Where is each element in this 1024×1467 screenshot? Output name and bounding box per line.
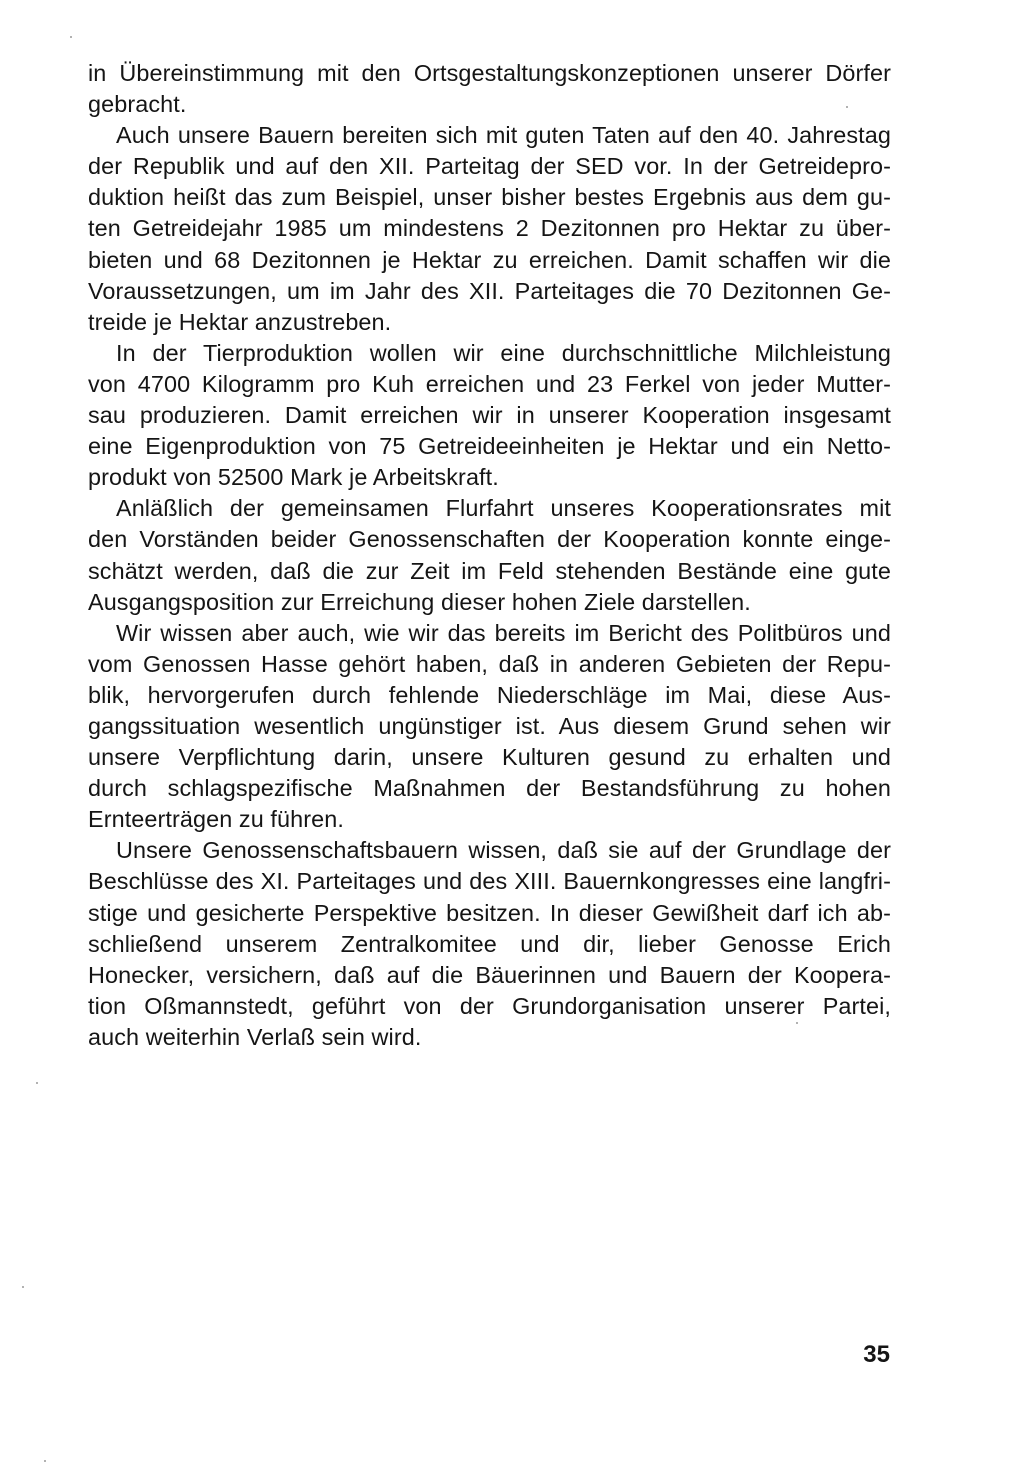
text-line: gangssituation wesentlich ungünstiger ist. Aus diesem Grund sehen wir [88,712,891,739]
scan-speck [70,36,72,38]
text-line: den Vorständen beider Genossenschaften der Kooperation konnte einge- [88,526,891,553]
text-line: Anläßlich der gemeinsamen Flurfahrt unseres Kooperationsrates mit [116,495,891,522]
text-line: produkt von 52500 Mark je Arbeitskraft. [88,464,499,491]
text-line: In der Tierproduktion wollen wir eine durchschnittliche Milchleistung [116,339,891,366]
body-text [88,58,891,1053]
text-line: stige und gesicherte Perspektive besitzen. In dieser Gewißheit darf ich ab- [88,899,891,926]
text-line: ten Getreidejahr 1985 um mindestens 2 Dezitonnen pro Hektar zu über- [88,215,891,242]
text-line: sau produzieren. Damit erreichen wir in unserer Kooperation insgesamt [88,402,891,429]
text-line: Ernteerträgen zu führen. [88,806,344,833]
text-line: Unsere Genossenschaftsbauern wissen, daß sie auf der Grundlage der [116,837,891,864]
scan-speck [22,1286,24,1288]
text-line: schließend unserem Zentralkomitee und dir, lieber Genosse Erich [88,930,891,957]
text-line: Beschlüsse des XI. Parteitages und des XIII. Bauernkongresses eine langfri- [88,868,891,895]
text-line: von 4700 Kilogramm pro Kuh erreichen und 23 Ferkel von jeder Mutter- [88,370,891,397]
text-line: eine Eigenproduktion von 75 Getreideeinheiten je Hektar und ein Netto- [88,433,891,460]
text-line: Honecker, versichern, daß auf die Bäuerinnen und Bauern der Koopera- [88,961,891,988]
text-line: gebracht. [88,91,187,118]
text-line: treide je Hektar anzustreben. [88,308,392,335]
scan-speck [846,106,848,108]
text-line: schätzt werden, daß die zur Zeit im Feld stehenden Bestände eine gute [88,557,891,584]
scan-speck [796,1022,798,1024]
text-line: vom Genossen Hasse gehört haben, daß in anderen Gebieten der Repu- [88,650,891,677]
text-line: in Übereinstimmung mit den Ortsgestaltungskonzeptionen unserer Dörfer [88,60,891,86]
text-line: durch schlagspezifische Maßnahmen der Bestandsführung zu hohen [88,775,891,802]
text-line: Auch unsere Bauern bereiten sich mit guten Taten auf den 40. Jahrestag [116,122,891,149]
text-line: auch weiterhin Verlaß sein wird. [88,1023,422,1050]
text-line: Wir wissen aber auch, wie wir das bereits im Bericht des Politbüros und [116,619,891,646]
page-number: 35 [863,1341,890,1368]
scan-speck [36,1082,38,1084]
text-line: unsere Verpflichtung darin, unsere Kulturen gesund zu erhalten und [88,744,891,771]
scan-speck [44,1460,46,1462]
text-line: Voraussetzungen, um im Jahr des XII. Parteitages die 70 Dezitonnen Ge- [88,277,891,304]
text-line: duktion heißt das zum Beispiel, unser bisher bestes Ergebnis aus dem gu- [88,184,891,211]
text-line: blik, hervorgerufen durch fehlende Niederschläge im Mai, diese Aus- [88,681,891,708]
text-line: bieten und 68 Dezitonnen je Hektar zu erreichen. Damit schaffen wir die [88,246,891,273]
text-line: der Republik und auf den XII. Parteitag der SED vor. In der Getreidepro- [88,153,891,180]
text-line: tion Oßmannstedt, geführt von der Grundorganisation unserer Partei, [88,992,891,1019]
text-line: Ausgangsposition zur Erreichung dieser hohen Ziele darstellen. [88,588,751,615]
